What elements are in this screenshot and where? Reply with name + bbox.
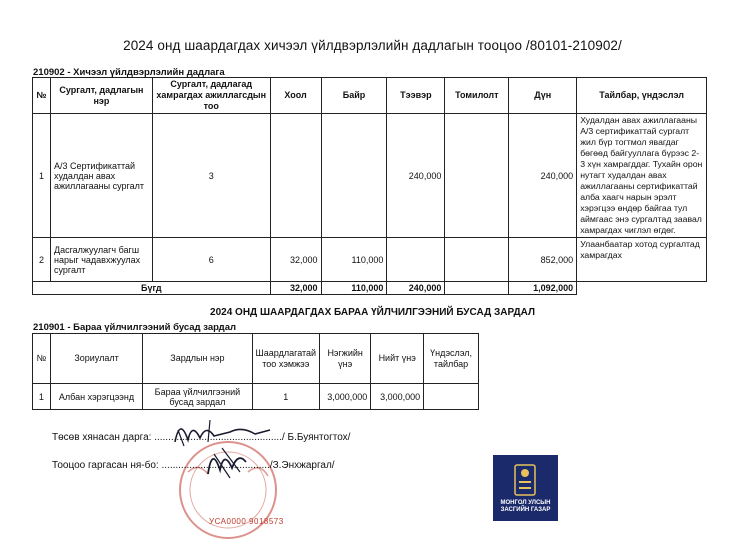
total-lodging: 110,000	[321, 282, 387, 295]
approved-signature-line: Төсөв хянасан дарга: ............................................../ Б.Буянтогтох/	[52, 432, 351, 443]
table-header-row	[33, 334, 479, 384]
soyombo-icon	[493, 459, 558, 503]
logo-caption	[493, 500, 558, 514]
header-purpose: Зориулалт	[50, 334, 142, 384]
cell-food: 32,000	[270, 238, 321, 282]
cell-lodging: 110,000	[321, 238, 387, 282]
table-header-row	[33, 78, 707, 114]
header-count: Сургалт, дадлагад хамрагдах ажиллагсдын тоо	[152, 78, 270, 114]
header-qty: Шаардлагатай тоо хэмжээ	[252, 334, 320, 384]
total-total: 1,092,000	[509, 282, 577, 295]
prepared-signature-line: Тооцоо гаргасан ня-бо: ......................................./З.Энхжаргал/	[52, 460, 335, 471]
cell-name: А/3 Сертификаттай худалдан авах ажиллагааны сургалт	[50, 114, 152, 238]
cell-unit-price: 3,000,000	[320, 384, 371, 410]
other-expenses-table	[32, 333, 479, 410]
header-unit-price: Нэгжийн үнэ	[320, 334, 371, 384]
cell-total: 3,000,000	[371, 384, 424, 410]
table-total-row	[33, 282, 707, 295]
cell-total: 240,000	[509, 114, 577, 238]
header-name: Сургалт, дадлагын нэр	[50, 78, 152, 114]
header-total: Дүн	[509, 78, 577, 114]
document-title: 2024 онд шаардагдах хичээл үйлдвэрлэлийн дадлагын тооцоо /80101-210902/	[123, 38, 622, 53]
cell-qty: 1	[252, 384, 320, 410]
cell-no: 2	[33, 238, 51, 282]
header-note: Үндэслэл, тайлбар	[424, 334, 479, 384]
total-label: Бүгд	[33, 282, 271, 295]
cell-name: Дасгалжуулагч багш нарыг чадавхжуулах сургалт	[50, 238, 152, 282]
total-food: 32,000	[270, 282, 321, 295]
section2-label: 210901 - Бараа үйлчилгээний бусад зардал	[33, 322, 237, 333]
header-note: Тайлбар, үндэслэл	[577, 78, 707, 114]
cell-total: 852,000	[509, 238, 577, 282]
logo-line-2: ЗАСГИЙН ГАЗАР	[500, 507, 551, 513]
cell-lodging	[321, 114, 387, 238]
header-no: №	[33, 78, 51, 114]
total-empty	[577, 282, 707, 295]
header-transport: Тээвэр	[387, 78, 445, 114]
practice-cost-table	[32, 77, 707, 295]
cell-transport	[387, 238, 445, 282]
cell-travel	[445, 114, 509, 238]
cell-no: 1	[33, 384, 51, 410]
header-total: Нийт үнэ	[371, 334, 424, 384]
total-transport: 240,000	[387, 282, 445, 295]
cell-count: 3	[152, 114, 270, 238]
cell-note: Улаанбаатар хотод сургалтад хамрагдах	[577, 238, 707, 282]
cell-travel	[445, 238, 509, 282]
header-lodging: Байр	[321, 78, 387, 114]
header-food: Хоол	[270, 78, 321, 114]
total-travel	[445, 282, 509, 295]
header-no: №	[33, 334, 51, 384]
cell-note	[424, 384, 479, 410]
cell-note: Худалдан авах ажиллагааны А/3 сертификаттай сургалт жил бүр тогтмол явагдаг бөгөөд байгууллага бүрээс 2-3 хүн хамрагддаг. Тухайн орон нутагт худалдан авах ажиллагааны сертификаттай алба хаагч нарын эрэлт хэрэгцээ өндөр байгаа тул аймгаас энэ сургалтад заавал хамрагдах чиглэл өгдөг.	[577, 114, 707, 238]
government-logo	[493, 455, 558, 521]
cell-expense: Бараа үйлчилгээний бусад зардал	[143, 384, 252, 410]
signature-2	[200, 440, 260, 484]
cell-food	[270, 114, 321, 238]
cell-purpose: Албан хэрэгцээнд	[50, 384, 142, 410]
header-travel: Томилолт	[445, 78, 509, 114]
section2-title: 2024 ОНД ШААРДАГДАХ БАРАА ҮЙЛЧИЛГЭЭНИЙ БУСАД ЗАРДАЛ	[210, 307, 535, 318]
cell-transport: 240,000	[387, 114, 445, 238]
cell-no: 1	[33, 114, 51, 238]
table-row	[33, 114, 707, 238]
table-row	[33, 384, 479, 410]
header-expense: Зардлын нэр	[143, 334, 252, 384]
section1-label: 210902 - Хичээл үйлдвэрлэлийн дадлага	[33, 67, 225, 78]
seal-code: УСА0000 9018573	[209, 517, 284, 526]
table-row	[33, 238, 707, 282]
logo-line-1: МОНГОЛ УЛСЫН	[500, 500, 551, 506]
cell-count: 6	[152, 238, 270, 282]
